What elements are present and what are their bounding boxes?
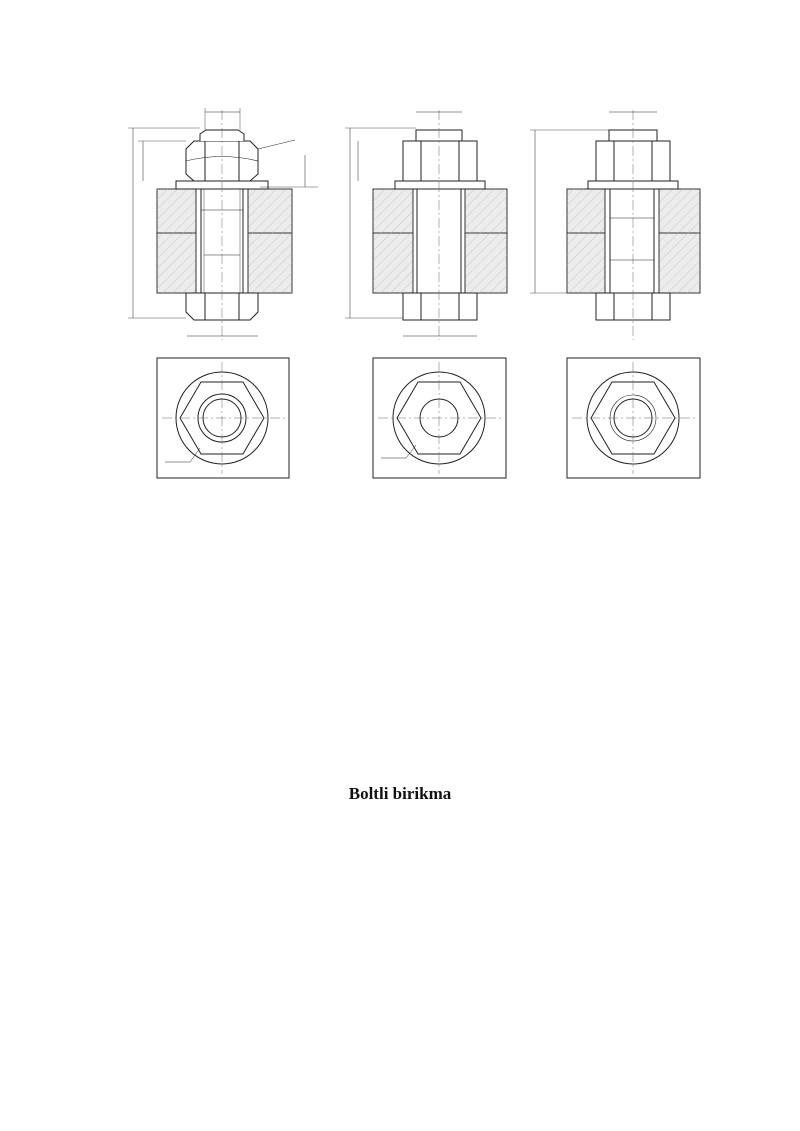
hex-nut-2 xyxy=(403,141,477,181)
front-view-3 xyxy=(530,110,700,340)
front-view-1 xyxy=(128,108,318,340)
figure-caption: Boltli birikma xyxy=(348,784,452,803)
bolted-joint-drawing xyxy=(0,0,800,520)
top-view-2 xyxy=(373,358,506,478)
top-view-1 xyxy=(157,358,289,478)
top-view-3 xyxy=(567,358,700,478)
bolt-head-2 xyxy=(403,293,477,320)
front-view-2 xyxy=(345,110,507,340)
